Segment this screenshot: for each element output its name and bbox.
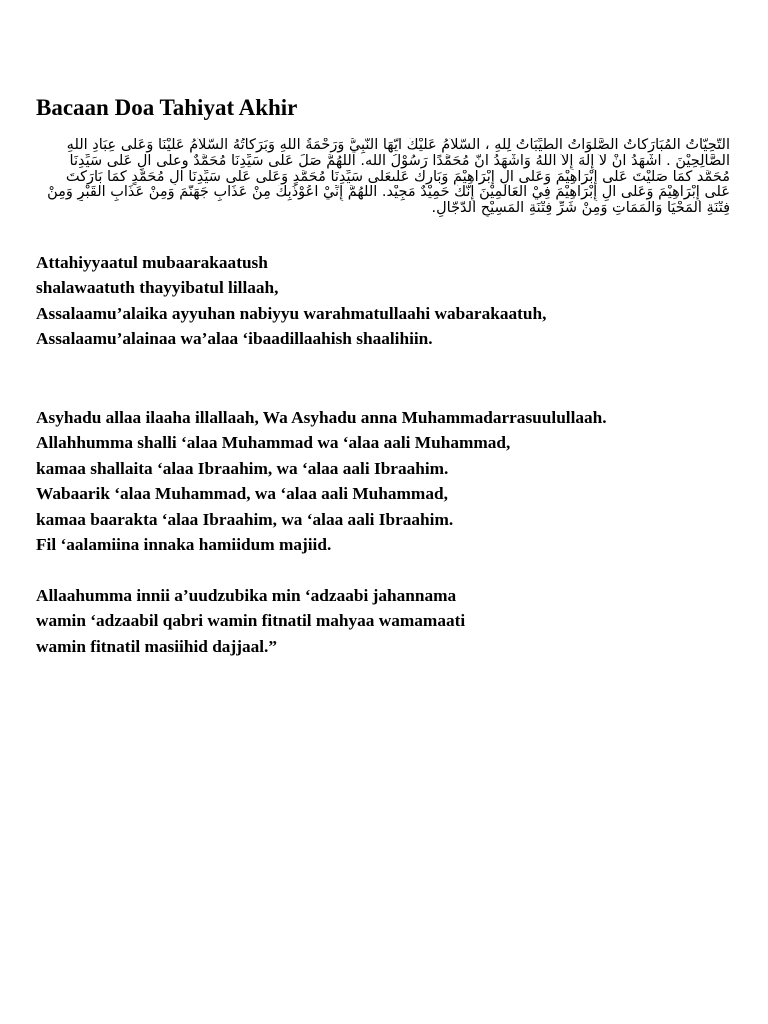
text-line: Allahhumma shalli ‘alaa Muhammad wa ‘alaa aali Muhammad, bbox=[36, 433, 511, 453]
arabic-line: مُحَمَّد كَمَا صَلَّيْتَ عَلَى إِبْرَاهِيْمَ وَعَلَى آلِ إِبْرَاهِيْمَ وَبَارِكْ عَلَىعَلَى سَيِّدِنَا مُحَمَّدٍ وَعَلَى عَلَى سَيِّدِنَا آلِ مُحَمَّدٍ كَمَا بَارَكْتَ bbox=[65, 169, 730, 185]
text-line: wamin fitnatil masiihid dajjaal.” bbox=[36, 636, 278, 656]
text-line: Attahiyyaatul mubaarakaatush bbox=[36, 253, 268, 272]
text-line: shalawaatuth thayyibatul lillaah, bbox=[36, 278, 279, 298]
arabic-prayer-text bbox=[34, 138, 730, 217]
text-line: Allaahumma innii a’uudzubika min ‘adzaabi jahannama bbox=[36, 586, 457, 605]
text-line: wamin ‘adzaabil qabri wamin fitnatil mahyaa wamamaati bbox=[36, 611, 466, 631]
text-line: Assalaamu’alainaa wa’alaa ‘ibaadillaahish shaalihiin. bbox=[36, 329, 433, 349]
text-line: Wabaarik ‘alaa Muhammad, wa ‘alaa aali Muhammad, bbox=[36, 484, 448, 504]
arabic-line: عَلَى إِبْرَاهِيْمَ وَعَلَى آلِ إِبْرَاهِيْمَ فِيْ الْعَالَمِيْنَ إِنَّكَ حَمِيْدٌ مَجِيْد. اَللَّهُمَّ إِنِّيْ أَعُوْذُبِكَ مِنْ عَذَابِ جَهَنَّمَ وَمِنْ عَذَابِ الْقَبْرِ وَمِنْ bbox=[47, 185, 730, 201]
arabic-line: فِتْنَةِ الْمَحْيَا وَالْمَمَاتِ وَمِنْ شَرِّ فِتْنَةِ الْمَسِيْحِ الدَّجَّالِ. bbox=[431, 201, 730, 217]
arabic-line: التَّحِيَّاتُ الْمُبَارَكَاتُ الصَّلَوَاتُ الطَّيِّبَاتُ لِلهِ ، السَّلاَمُ عَلَيْكَ أَيُّهَا النَّبِيُّ وَرَحْمَةُ اللهِ وَبَرَكَاتُهُ السَّلاَمُ عَلَيْنَا وَعَلَى عِبَادِ اللهِ bbox=[66, 138, 730, 153]
text-line: kamaa baarakta ‘alaa Ibraahim, wa ‘alaa aali Ibraahim. bbox=[36, 509, 454, 529]
transliteration-paragraph-3 bbox=[36, 583, 465, 659]
arabic-line: الصَّالِحِيْنَ . أَشْهَدُ أَنْ لاَ إِلَهَ إِلاَّ اللهُ وَأَشْهَدُ أَنَّ مُحَمَّدًا رَسُوْلُ الله. اَللَّهُمَّ صَلِّ عَلَى سَيِّدِنَا مُحَمَّدٌ وعلى آلِ عَلَى سَيِّدِنَا bbox=[69, 153, 730, 169]
document-title: Bacaan Doa Tahiyat Akhir bbox=[36, 95, 298, 120]
text-line: kamaa shallaita ‘alaa Ibraahim, wa ‘alaa aali Ibraahim. bbox=[36, 458, 449, 478]
text-line: Asyhadu allaa ilaaha illallaah, Wa Asyhadu anna Muhammadarrasuulullaah. bbox=[36, 408, 607, 427]
text-line: Fil ‘aalamiina innaka hamiidum majiid. bbox=[36, 535, 332, 555]
transliteration-paragraph-2 bbox=[36, 405, 607, 557]
text-line: Assalaamu’alaika ayyuhan nabiyyu warahmatullaahi wabarakaatuh, bbox=[36, 303, 547, 323]
transliteration-paragraph-1 bbox=[36, 250, 546, 352]
